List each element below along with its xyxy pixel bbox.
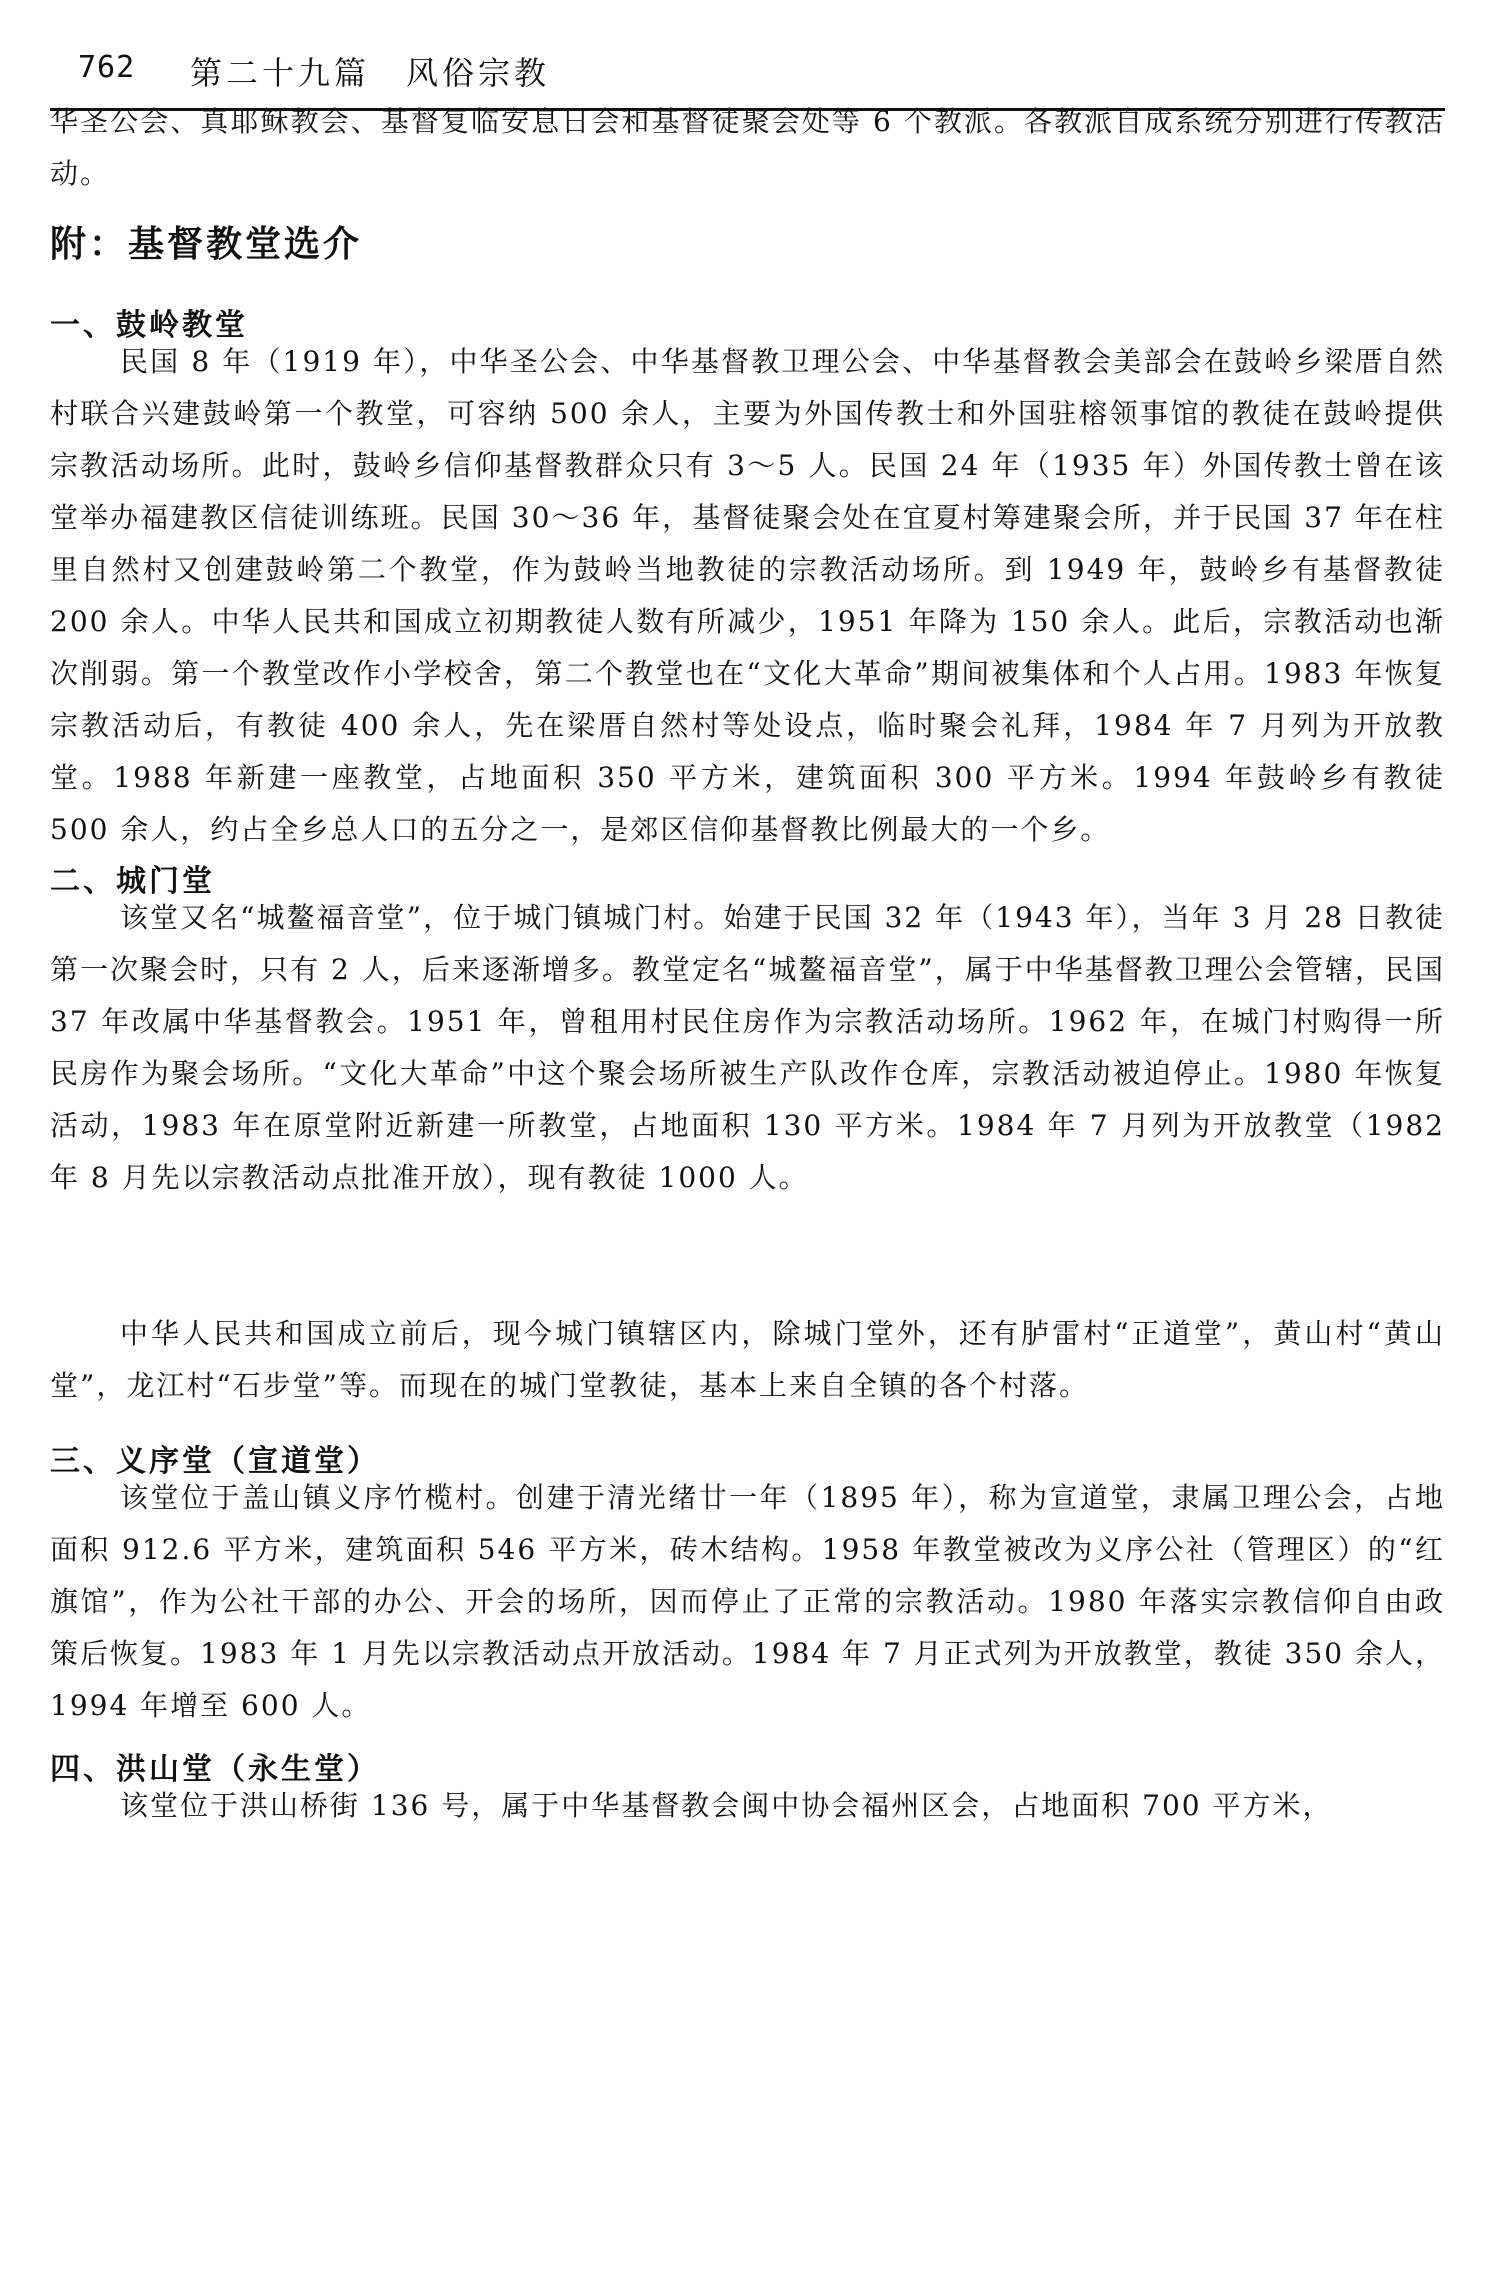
paragraph-yixu: 该堂位于盖山镇义序竹榄村。创建于清光绪廿一年（1895 年），称为宣道堂，隶属卫理公会，占地面积 912.6 平方米，建筑面积 546 平方米，砖木结构。1958 年教堂被改为义序公社（管理区）的“红旗馆”，作为公社干部的办公、开会的场所，因而停止了正常的宗教活动。1980 年落实宗教信仰自由政策后恢复。1983 年 1 月先以宗教活动点开放活动。1984 年 7 月正式列为开放教堂，教徒 350 余人，1994 年增至 600 人。 — [50, 1481, 1445, 1722]
appendix-title: 附：基督教堂选介 — [50, 223, 363, 265]
running-head: 第二十九篇 风俗宗教 — [190, 54, 551, 92]
section-heading-guling: 一、鼓岭教堂 — [50, 308, 248, 343]
paragraph-chengmen-1: 该堂又名“城鳌福音堂”，位于城门镇城门村。始建于民国 32 年（1943 年），当年 3 月 28 日教徒第一次聚会时，只有 2 人，后来逐渐增多。教堂定名“城鳌福音堂”，属于中华基督教卫理公会管辖，民国 37 年改属中华基督教会。1951 年，曾租用村民住房作为宗教活动场所。1962 年，在城门村购得一所民房作为聚会场所。“文化大革命”中这个聚会场所被生产队改作仓库，宗教活动被迫停止。1980 年恢复活动，1983 年在原堂附近新建一所教堂，占地面积 130 平方米。1984 年 7 月列为开放教堂（1982 年 8 月先以宗教活动点批准开放），现有教徒 1000 人。 — [50, 901, 1445, 1194]
page-number: 762 — [78, 50, 136, 85]
section-heading-chengmen: 二、城门堂 — [50, 864, 215, 899]
paragraph-guling: 民国 8 年（1919 年），中华圣公会、中华基督教卫理公会、中华基督教会美部会在鼓岭乡梁厝自然村联合兴建鼓岭第一个教堂，可容纳 500 余人，主要为外国传教士和外国驻榕领事馆的教徒在鼓岭提供宗教活动场所。此时，鼓岭乡信仰基督教群众只有 3～5 人。民国 24 年（1935 年）外国传教士曾在该堂举办福建教区信徒训练班。民国 30～36 年，基督徒聚会处在宜夏村筹建聚会所，并于民国 37 年在柱里自然村又创建鼓岭第二个教堂，作为鼓岭当地教徒的宗教活动场所。到 1949 年，鼓岭乡有基督教徒 200 余人。中华人民共和国成立初期教徒人数有所减少，1951 年降为 150 余人。此后，宗教活动也渐次削弱。第一个教堂改作小学校舍，第二个教堂也在“文化大革命”期间被集体和个人占用。1983 年恢复宗教活动后，有教徒 400 余人，先在梁厝自然村等处设点，临时聚会礼拜，1984 年 7 月列为开放教堂。1988 年新建一座教堂，占地面积 350 平方米，建筑面积 300 平方米。1994 年鼓岭乡有教徒 500 余人，约占全乡总人口的五分之一，是郊区信仰基督教比例最大的一个乡。 — [50, 345, 1445, 846]
paragraph-chengmen-2: 中华人民共和国成立前后，现今城门镇辖区内，除城门堂外，还有胪雷村“正道堂”，黄山村“黄山堂”，龙江村“石步堂”等。而现在的城门堂教徒，基本上来自全镇的各个村落。 — [50, 1317, 1445, 1402]
section-heading-hongshan: 四、洪山堂（永生堂） — [50, 1752, 380, 1787]
intro-paragraph: 华圣公会、真耶稣教会、基督复临安息日会和基督徒聚会处等 6 个教派。各教派自成系统分别进行传教活动。 — [50, 105, 1445, 190]
section-heading-yixu: 三、义序堂（宣道堂） — [50, 1444, 380, 1479]
paragraph-hongshan: 该堂位于洪山桥街 136 号，属于中华基督教会闽中协会福州区会，占地面积 700 平方米， — [120, 1789, 1333, 1822]
